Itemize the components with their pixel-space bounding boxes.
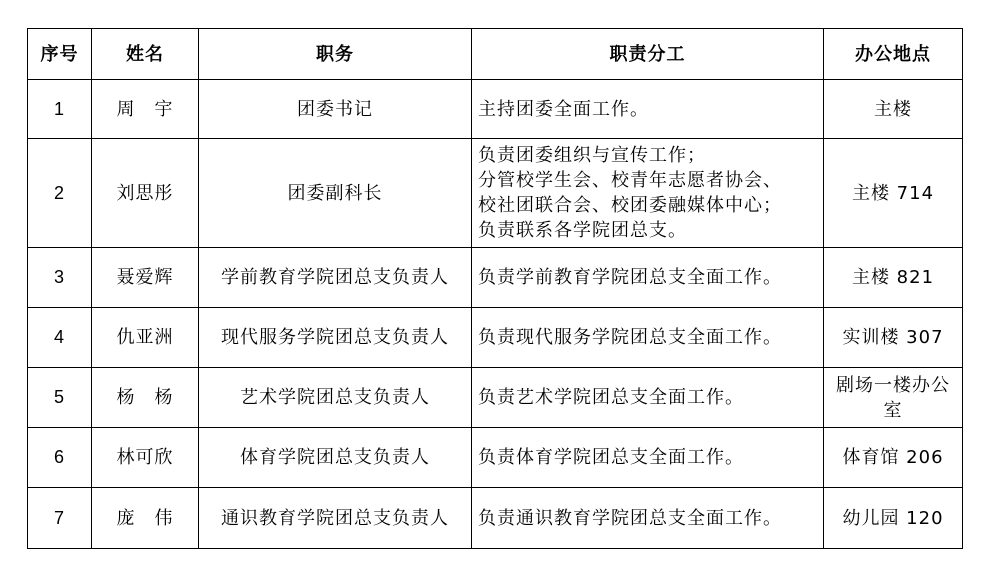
cell-position: 现代服务学院团总支负责人 [199, 308, 472, 368]
cell-office-location: 剧场一楼办公室 [824, 368, 963, 428]
cell-name: 周 宇 [92, 80, 199, 139]
cell-position: 体育学院团总支负责人 [199, 428, 472, 488]
cell-serial-number: 1 [28, 80, 92, 139]
cell-office-location: 主楼 714 [824, 139, 963, 248]
cell-name: 庞 伟 [92, 488, 199, 549]
cell-serial-number: 5 [28, 368, 92, 428]
duty-line: 负责艺术学院团总支全面工作。 [478, 387, 744, 408]
cell-responsibilities [472, 248, 824, 308]
header-responsibilities: 职责分工 [472, 29, 824, 80]
duty-line: 主持团委全面工作。 [478, 98, 649, 120]
cell-name: 仇亚洲 [92, 308, 199, 368]
cell-position: 团委副科长 [199, 139, 472, 248]
cell-serial-number: 3 [28, 248, 92, 308]
table-row [28, 428, 963, 488]
duty-line: 校社团联合会、校团委融媒体中心； [478, 195, 782, 216]
cell-position: 通识教育学院团总支负责人 [199, 488, 472, 549]
table-body [28, 80, 963, 549]
cell-office-location: 实训楼 307 [824, 308, 963, 368]
table-row [28, 488, 963, 549]
duty-line: 分管校学生会、校青年志愿者协会、 [478, 170, 782, 191]
cell-responsibilities [472, 139, 824, 248]
cell-responsibilities [472, 368, 824, 428]
cell-name: 杨 杨 [92, 368, 199, 428]
duty-line: 负责学前教育学院团总支全面工作。 [478, 267, 782, 288]
cell-office-location: 主楼 [824, 80, 963, 139]
cell-serial-number: 4 [28, 308, 92, 368]
table-row [28, 368, 963, 428]
cell-responsibilities [472, 80, 824, 139]
cell-position: 学前教育学院团总支负责人 [199, 248, 472, 308]
cell-name: 聂爱辉 [92, 248, 199, 308]
header-name: 姓名 [92, 29, 199, 80]
cell-office-location: 幼儿园 120 [824, 488, 963, 549]
cell-serial-number: 2 [28, 139, 92, 248]
cell-serial-number: 6 [28, 428, 92, 488]
table-header [28, 29, 963, 80]
cell-name: 刘思彤 [92, 139, 199, 248]
table-row [28, 139, 963, 248]
cell-serial-number: 7 [28, 488, 92, 549]
header-office-location: 办公地点 [824, 29, 963, 80]
header-serial-number: 序号 [28, 29, 92, 80]
table-row [28, 80, 963, 139]
duty-line: 负责现代服务学院团总支全面工作。 [478, 327, 782, 348]
duty-line: 负责团委组织与宣传工作； [478, 145, 706, 166]
table-row [28, 248, 963, 308]
cell-position: 团委书记 [199, 80, 472, 139]
header-position: 职务 [199, 29, 472, 80]
cell-responsibilities [472, 428, 824, 488]
cell-name: 林可欣 [92, 428, 199, 488]
staff-duty-table [27, 28, 963, 549]
header-row [28, 29, 963, 80]
cell-responsibilities [472, 488, 824, 549]
duty-line: 负责通识教育学院团总支全面工作。 [478, 507, 782, 529]
cell-position: 艺术学院团总支负责人 [199, 368, 472, 428]
cell-responsibilities [472, 308, 824, 368]
duty-line: 负责体育学院团总支全面工作。 [478, 447, 744, 468]
cell-office-location: 主楼 821 [824, 248, 963, 308]
table-row [28, 308, 963, 368]
cell-office-location: 体育馆 206 [824, 428, 963, 488]
duty-line: 负责联系各学院团总支。 [478, 220, 687, 241]
